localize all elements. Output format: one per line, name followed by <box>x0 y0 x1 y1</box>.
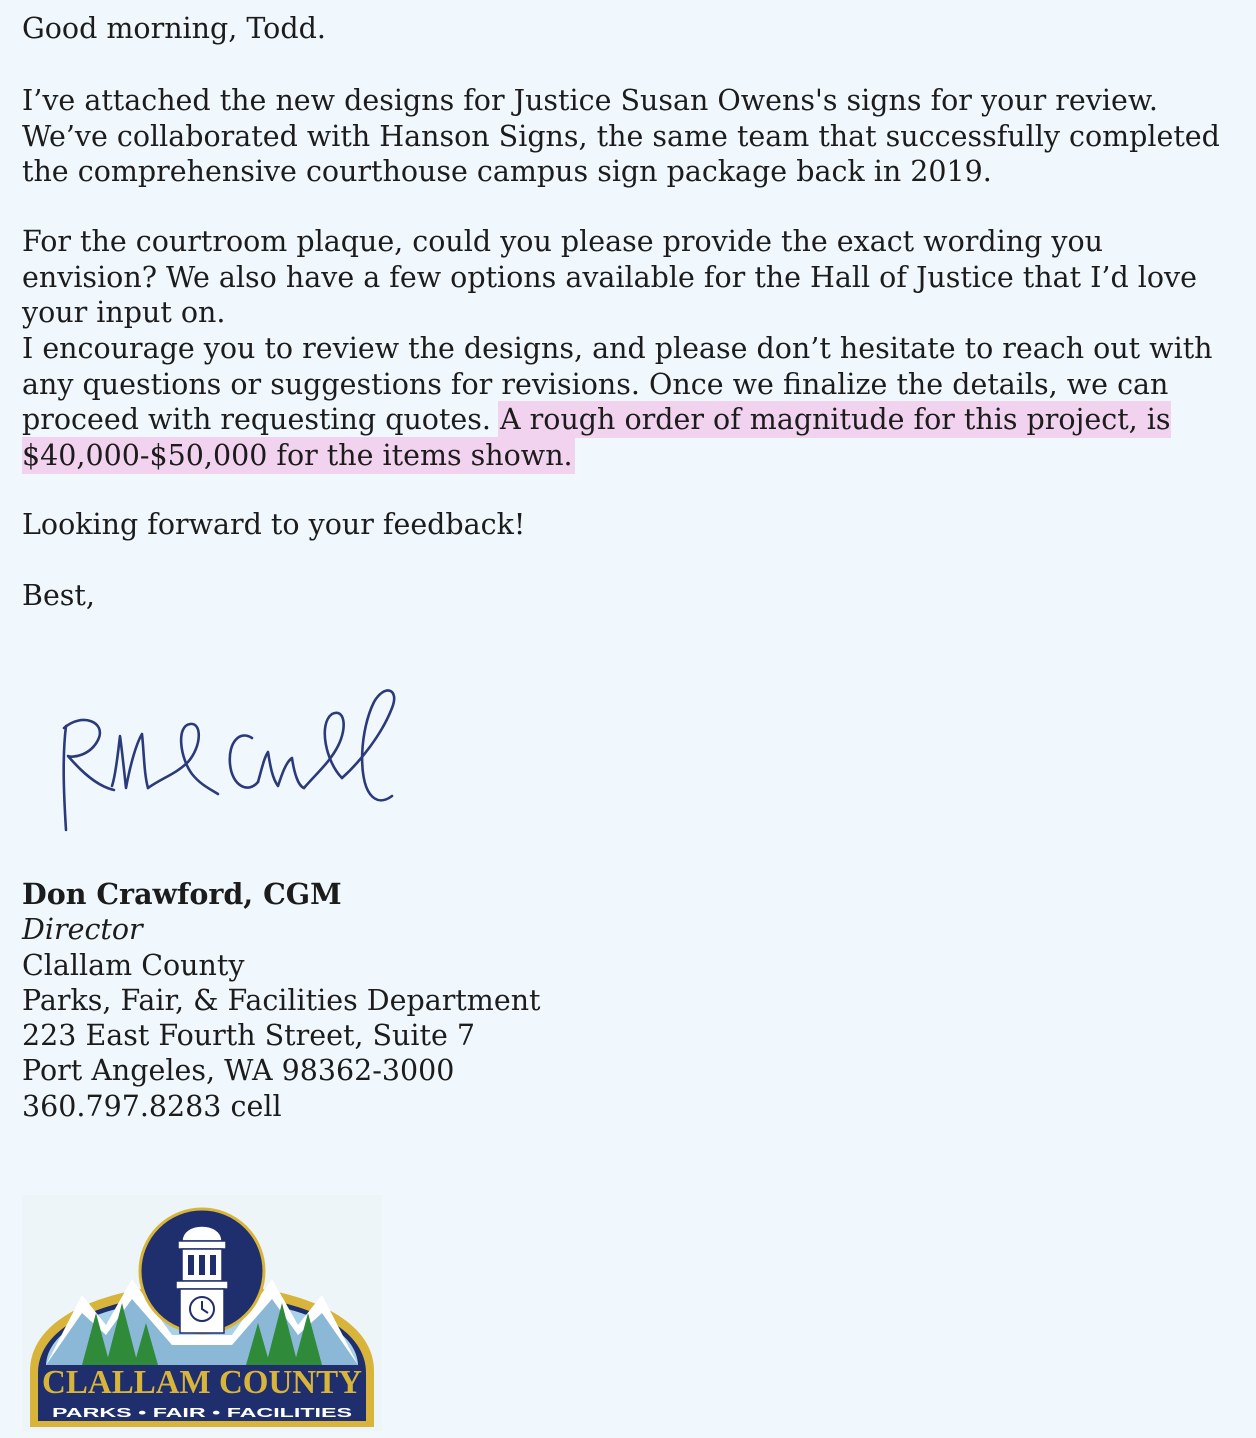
address-line-2: Port Angeles, WA 98362-3000 <box>22 1054 455 1088</box>
logo-sub-text: PARKS • FAIR • FACILITIES <box>52 1405 353 1420</box>
paragraph-courtroom: For the courtroom plaque, could you please provide the exact wording you envision? We also have a few options available for the Hall of Justice that I’d love your input on. <box>22 225 1197 329</box>
sender-department: Parks, Fair, & Facilities Department <box>22 983 541 1017</box>
paragraph-encourage-text: I encourage you to review the designs, and please don’t hesitate to reach out with any questions or suggestions for revisions. Once we finalize the details, we can proceed with requesting quotes. <box>22 332 1213 436</box>
logo-main-text: CLALLAM COUNTY <box>42 1364 362 1401</box>
clallam-county-logo <box>22 1195 382 1431</box>
address-line-1: 223 East Fourth Street, Suite 7 <box>22 1019 476 1053</box>
handwritten-signature <box>52 678 402 838</box>
sender-name: Don Crawford, CGM <box>22 877 342 911</box>
sign-off: Best, <box>22 579 95 612</box>
signature-block <box>22 877 541 1124</box>
highlighted-cost-estimate: A rough order of magnitude for this project, is $40,000-$50,000 for the items shown. <box>22 403 1171 472</box>
sender-organization: Clallam County <box>22 948 245 982</box>
paragraph-encourage <box>22 331 1247 473</box>
sender-title: Director <box>22 913 143 947</box>
phone-number: 360.797.8283 cell <box>22 1089 282 1123</box>
closing-line: Looking forward to your feedback! <box>22 508 526 541</box>
paragraph-attach: I’ve attached the new designs for Justice Susan Owens's signs for your review. We’ve collaborated with Hanson Signs, the same team that successfully completed the comprehensive courthouse campus sign package back in 2019. <box>22 84 1220 188</box>
greeting: Good morning, Todd. <box>22 12 326 45</box>
